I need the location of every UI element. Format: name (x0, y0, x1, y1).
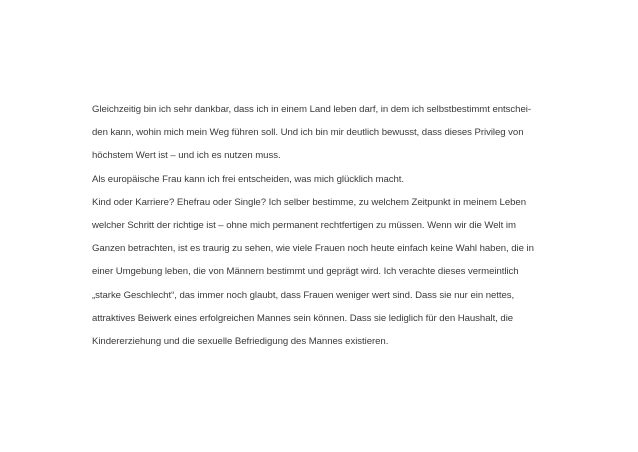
text-line-7: Ganzen betrachten, ist es traurig zu sehen, wie viele Frauen noch heute einfach keine Wahl haben, die in (92, 243, 534, 255)
body-text (92, 101, 562, 356)
text-line-10: attraktives Beiwerk eines erfolgreichen Mannes sein können. Dass sie lediglich für den Haushalt, die (92, 312, 514, 324)
text-line-8: einer Umgebung leben, die von Männern bestimmt und geprägt wird. Ich verachte dieses vermeintlich (92, 266, 519, 278)
text-line-6: welcher Schritt der richtige ist – ohne mich permanent rechtfertigen zu müssen. Wenn wir die Welt im (92, 219, 516, 231)
text-line-2: den kann, wohin mich mein Weg führen soll. Und ich bin mir deutlich bewusst, dass dieses Privileg von (92, 127, 524, 139)
text-line-4: Als europäische Frau kann ich frei entscheiden, was mich glücklich macht. (92, 173, 405, 185)
text-line-11: Kindererziehung und die sexuelle Befriedigung des Mannes existieren. (92, 335, 389, 347)
text-line-5: Kind oder Karriere? Ehefrau oder Single? Ich selber bestimme, zu welchem Zeitpunkt in meinem Leben (92, 196, 526, 208)
text-line-3: höchstem Wert ist – und ich es nutzen muss. (92, 150, 281, 162)
text-line-9: „starke Geschlecht“, das immer noch glaubt, dass Frauen weniger wert sind. Dass sie nur ein nettes, (92, 289, 515, 301)
text-line-1: Gleichzeitig bin ich sehr dankbar, dass ich in einem Land leben darf, in dem ich selbstbestimmt entschei- (92, 104, 531, 115)
